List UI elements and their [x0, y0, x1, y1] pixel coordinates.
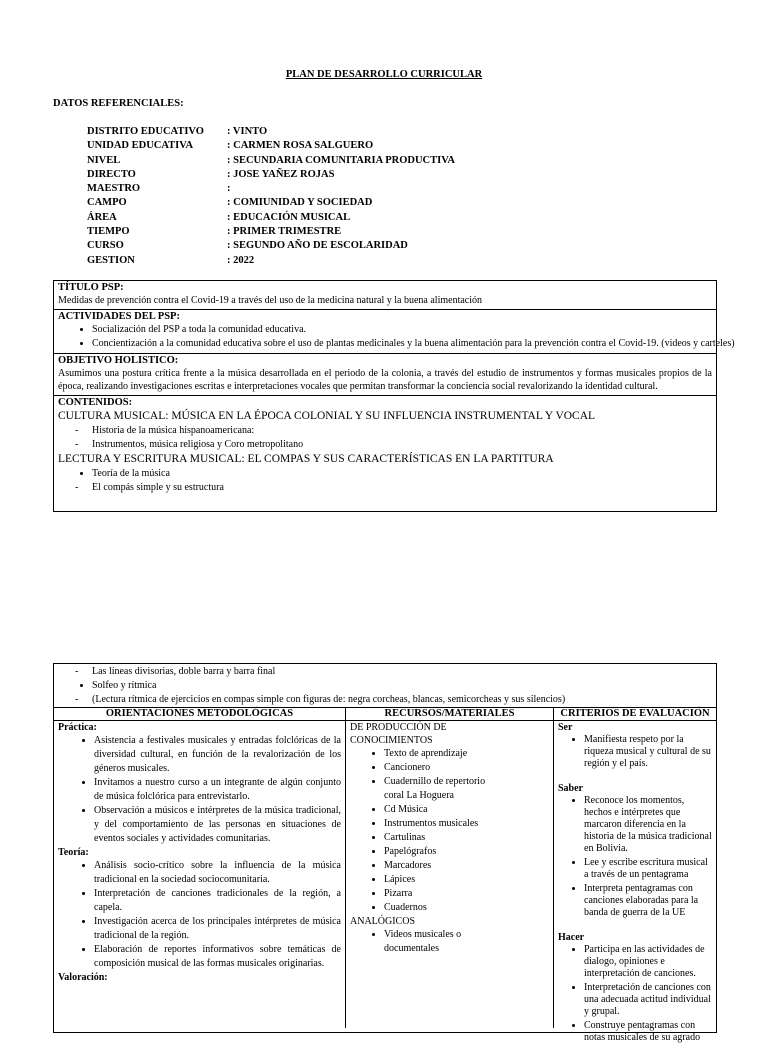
reference-row	[87, 139, 455, 153]
list-item: - Instrumentos, música religiosa y Coro metropolitano	[92, 438, 712, 452]
list-item: • Lápices	[384, 873, 504, 887]
reference-value: :	[227, 183, 231, 195]
reference-key: ÁREA	[87, 211, 117, 223]
ser-list	[558, 734, 712, 770]
list-item: • Interpreta pentagramas con canciones elaboradas para la banda de guerra de la UE	[584, 883, 712, 919]
contenido2-title: LECTURA Y ESCRITURA MUSICAL: EL COMPAS Y SUS CARACTERÍSTICAS EN LA PARTITURA	[58, 453, 554, 465]
continued-dash-list-2	[58, 693, 712, 707]
reference-row	[87, 211, 455, 225]
list-item: • Observación a músicos e intérpretes de la música tradicional, y del comportamiento de las personas en situaciones de eventos sociales y actividades comunitarias.	[94, 804, 341, 846]
list-item: - Las líneas divisorias, doble barra y barra final	[92, 665, 712, 679]
list-item: - El compás simple y su estructura	[92, 481, 712, 495]
reference-row	[87, 225, 455, 239]
list-item: • Cuadernillo de repertorio coral La Hoguera	[384, 775, 504, 803]
list-item: • Teoría de la música	[92, 467, 712, 481]
objetivo-section	[54, 354, 716, 396]
list-item: • Asistencia a festivales musicales y entradas folclóricas de la diversidad cultural, en función de la revalorización de los géneros musicales.	[94, 734, 341, 776]
reference-value: : SEGUNDO AÑO DE ESCOLARIDAD	[227, 240, 408, 252]
list-item: • Socialización del PSP a toda la comunidad educativa.	[92, 323, 712, 337]
objetivo-label: OBJETIVO HOLISTICO:	[58, 355, 179, 366]
analogicos-label: ANALÓGICOS	[350, 916, 415, 927]
reference-key: CAMPO	[87, 197, 127, 209]
reference-key: DISTRITO EDUCATIVO	[87, 126, 204, 137]
reference-key: CURSO	[87, 240, 124, 252]
titulo-section	[54, 281, 716, 310]
objetivo-text: Asumimos una postura crítica frente a la música desarrollada en el periodo de la colonia, a través del estudio de instrumentos y formas musicales propios de la época, realizando investigaciones escritas e interpretaciones vocales que permitan transformar la conciencia social revalorizando la identidad cultural.	[58, 368, 712, 392]
contenidos-label: CONTENIDOS:	[58, 397, 133, 408]
column-header: CRITERIOS DE EVALUACIÓN	[554, 708, 716, 721]
reference-row	[87, 125, 455, 139]
contenido1-list	[58, 424, 712, 452]
list-item: • Investigación acerca de los principales intérpretes de música tradicional de la región.	[94, 915, 341, 943]
contenido1-title: CULTURA MUSICAL: MÚSICA EN LA ÉPOCA COLONIAL Y SU INFLUENCIA INSTRUMENTAL Y VOCAL	[58, 410, 596, 422]
orientaciones-column	[54, 708, 346, 1028]
reference-key: DIRECTO	[87, 168, 136, 180]
reference-data-table	[87, 125, 455, 268]
reference-row	[87, 154, 455, 168]
hacer-label: Hacer	[558, 932, 585, 943]
list-item: • Interpretación de canciones tradicionales de la región, a capela.	[94, 887, 341, 915]
reference-value: : 2022	[227, 254, 255, 266]
list-item: • Interpretación de canciones con una adecuada actitud individual y grupal.	[584, 982, 712, 1018]
list-item: • Solfeo y rítmica	[92, 679, 712, 693]
titulo-text: Medidas de prevención contra el Covid-19 a través del uso de la medicina natural y la buena alimentación	[58, 295, 483, 306]
document-title: PLAN DE DESARROLLO CURRICULAR	[285, 69, 483, 80]
list-item: • Cuadernos	[384, 901, 504, 915]
list-item: • Cartulinas	[384, 831, 504, 845]
criterios-column	[554, 708, 716, 1043]
column-header: RECURSOS/MATERIALES	[346, 708, 553, 721]
list-item: • Lee y escribe escritura musical a través de un pentagrama	[584, 857, 712, 881]
contenido2-dashes	[58, 481, 712, 495]
list-item: • Participa en las actividades de dialogo, opiniones e interpretación de canciones.	[584, 944, 712, 980]
practica-label: Práctica:	[58, 722, 97, 733]
actividades-section	[54, 310, 735, 354]
contenidos-continued	[54, 664, 716, 708]
reference-row	[87, 254, 455, 268]
reference-key: MAESTRO	[87, 183, 141, 195]
reference-value: : COMIUNIDAD Y SOCIEDAD	[227, 197, 373, 209]
list-item: - (Lectura rítmica de ejercicios en compas simple con figuras de: negra corcheas, blancas, semicorcheas y sus silencios)	[92, 693, 712, 707]
reference-value: : EDUCACIÓN MUSICAL	[227, 211, 351, 223]
reference-value: : VINTO	[227, 126, 268, 137]
plan-box-bottom	[53, 663, 717, 1043]
reference-value: : PRIMER TRIMESTRE	[227, 226, 342, 238]
titulo-label: TÍTULO PSP:	[58, 282, 124, 293]
actividades-list	[58, 323, 735, 351]
list-item: • Manifiesta respeto por la riqueza musical y cultural de su región y el país.	[584, 734, 712, 770]
valoracion-label: Valoración:	[58, 972, 108, 983]
reference-key: GESTION	[87, 254, 135, 266]
saber-list	[558, 795, 712, 919]
list-item: • Construye pentagramas con notas musicales de su agrado	[584, 1020, 712, 1044]
reference-row	[87, 239, 455, 253]
saber-label: Saber	[558, 783, 583, 794]
list-item: • Concientización a la comunidad educativa sobre el uso de plantas medicinales y la buena alimentación para la prevención contra el Covid-19. (videos y carteles)	[92, 337, 712, 351]
ser-label: Ser	[558, 722, 573, 733]
recursos-list	[350, 747, 504, 915]
contenidos-section	[54, 396, 716, 497]
continued-bullet-list	[58, 679, 712, 693]
reference-value: : CARMEN ROSA SALGUERO	[227, 140, 374, 152]
list-item: • Texto de aprendizaje	[384, 747, 504, 761]
plan-box-top	[53, 280, 735, 512]
reference-value: : SECUNDARIA COMUNITARIA PRODUCTIVA	[227, 154, 456, 166]
reference-row	[87, 182, 455, 196]
reference-value: : JOSE YAÑEZ ROJAS	[227, 168, 335, 180]
practica-list	[58, 734, 341, 846]
reference-key: UNIDAD EDUCATIVA	[87, 140, 194, 152]
teoria-label: Teoría:	[58, 847, 89, 858]
continued-dash-list-1	[58, 665, 712, 679]
analogicos-list	[350, 928, 494, 956]
list-item: • Invitamos a nuestro curso a un integrante de algún conjunto de música folclórica para entrevistarlo.	[94, 776, 341, 804]
list-item: • Instrumentos musicales	[384, 817, 504, 831]
list-item: • Papelógrafos	[384, 845, 504, 859]
list-item: • Cd Música	[384, 803, 504, 817]
list-item: • Análisis socio-crítico sobre la influencia de la música tradicional en la sociedad sociocomunitaria.	[94, 859, 341, 887]
contenido2-bullets	[58, 467, 712, 481]
list-item: • Elaboración de reportes informativos sobre temáticas de composición musical de las formas musicales originarias.	[94, 943, 341, 971]
reference-row	[87, 168, 455, 182]
teoria-list	[58, 859, 341, 971]
list-item: • Pizarra	[384, 887, 504, 901]
reference-key: TIEMPO	[87, 226, 130, 238]
three-column-table	[54, 708, 716, 1043]
reference-row	[87, 196, 455, 210]
actividades-label: ACTIVIDADES DEL PSP:	[58, 311, 180, 322]
list-item: • Cancionero	[384, 761, 504, 775]
list-item: - Historia de la música hispanoamericana:	[92, 424, 712, 438]
section-heading: DATOS REFERENCIALES:	[53, 98, 184, 109]
reference-key: NIVEL	[87, 154, 121, 166]
column-header: ORIENTACIONES METODOLÓGICAS	[54, 708, 345, 721]
recursos-label: DE PRODUCCIÓN DE CONOCIMIENTOS	[350, 722, 447, 746]
list-item: • Videos musicales o documentales	[384, 928, 494, 956]
recursos-column	[346, 708, 554, 1028]
hacer-list	[558, 944, 712, 1044]
list-item: • Reconoce los momentos, hechos e intérpretes que marcaron diferencia en la historia de la música tradicional en Bolivia.	[584, 795, 712, 855]
list-item: • Marcadores	[384, 859, 504, 873]
